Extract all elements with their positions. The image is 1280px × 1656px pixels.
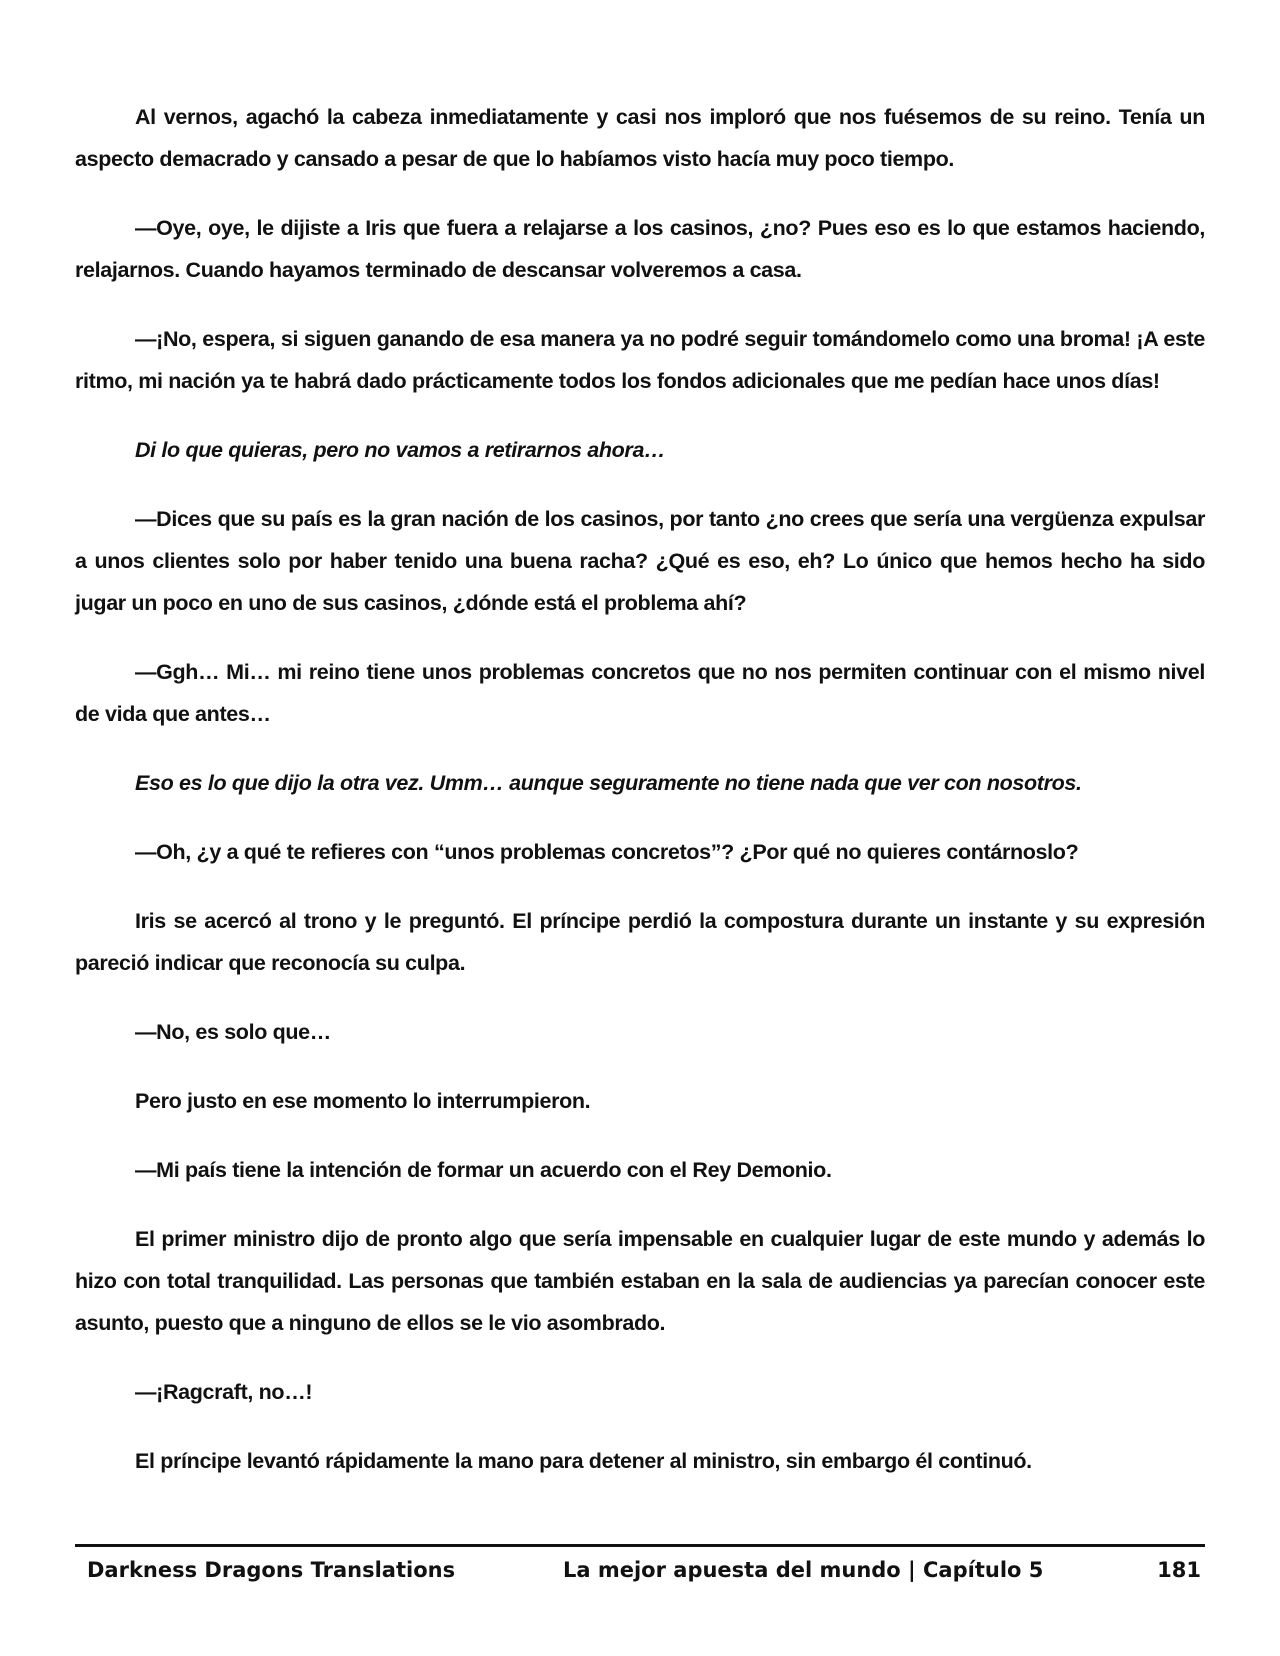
paragraph: —Dices que su país es la gran nación de los casinos, por tanto ¿no crees que sería una vergüenza expulsar a unos clientes solo por haber tenido una buena racha? ¿Qué es eso, eh? Lo único que hemos hecho ha sido jugar un poco en uno de sus casinos, ¿dónde está el problema ahí? [75, 507, 1205, 615]
paragraph: —Oye, oye, le dijiste a Iris que fuera a relajarse a los casinos, ¿no? Pues eso es lo que estamos haciendo, relajarnos. Cuando hayamos terminado de descansar volveremos a casa. [75, 216, 1205, 282]
paragraph: El primer ministro dijo de pronto algo que sería impensable en cualquier lugar de este mundo y además lo hizo con total tranquilidad. Las personas que también estaban en la sala de audiencias ya parecían conocer este asunto, puesto que a ninguno de ellos se le vio asombrado. [75, 1227, 1205, 1335]
paragraph: Al vernos, agachó la cabeza inmediatamente y casi nos imploró que nos fuésemos de su reino. Tenía un aspecto demacrado y cansado a pesar de que lo habíamos visto hacía muy poco tiempo. [75, 105, 1205, 171]
paragraph: —Ggh… Mi… mi reino tiene unos problemas concretos que no nos permiten continuar con el mismo nivel de vida que antes… [75, 660, 1205, 726]
paragraph: —Mi país tiene la intención de formar un acuerdo con el Rey Demonio. [135, 1158, 832, 1182]
paragraph: —No, es solo que… [135, 1020, 331, 1044]
paragraph-thought: Eso es lo que dijo la otra vez. Umm… aunque seguramente no tiene nada que ver con nosotros. [135, 771, 1082, 795]
paragraph: Pero justo en ese momento lo interrumpieron. [135, 1089, 591, 1113]
paragraph: El príncipe levantó rápidamente la mano para detener al ministro, sin embargo él continuó. [135, 1449, 1032, 1473]
paragraph: Iris se acercó al trono y le preguntó. El príncipe perdió la compostura durante un instante y su expresión pareció indicar que reconocía su culpa. [75, 909, 1205, 975]
footer-chapter-title: La mejor apuesta del mundo | Capítulo 5 [563, 1558, 1044, 1582]
footer-divider [75, 1544, 1205, 1547]
page-number: 181 [1157, 1558, 1201, 1582]
page-footer [75, 1554, 1205, 1594]
paragraph: —Oh, ¿y a qué te refieres con “unos problemas concretos”? ¿Por qué no quieres contárnoslo? [135, 840, 1079, 864]
paragraph: —¡No, espera, si siguen ganando de esa manera ya no podré seguir tomándomelo como una broma! ¡A este ritmo, mi nación ya te habrá dado prácticamente todos los fondos adicionales que me pedían hace unos días! [75, 327, 1205, 393]
paragraph-thought: Di lo que quieras, pero no vamos a retirarnos ahora… [135, 438, 666, 462]
page-body [75, 96, 1205, 1509]
paragraph: —¡Ragcraft, no…! [135, 1380, 313, 1404]
footer-translator: Darkness Dragons Translations [87, 1558, 456, 1582]
